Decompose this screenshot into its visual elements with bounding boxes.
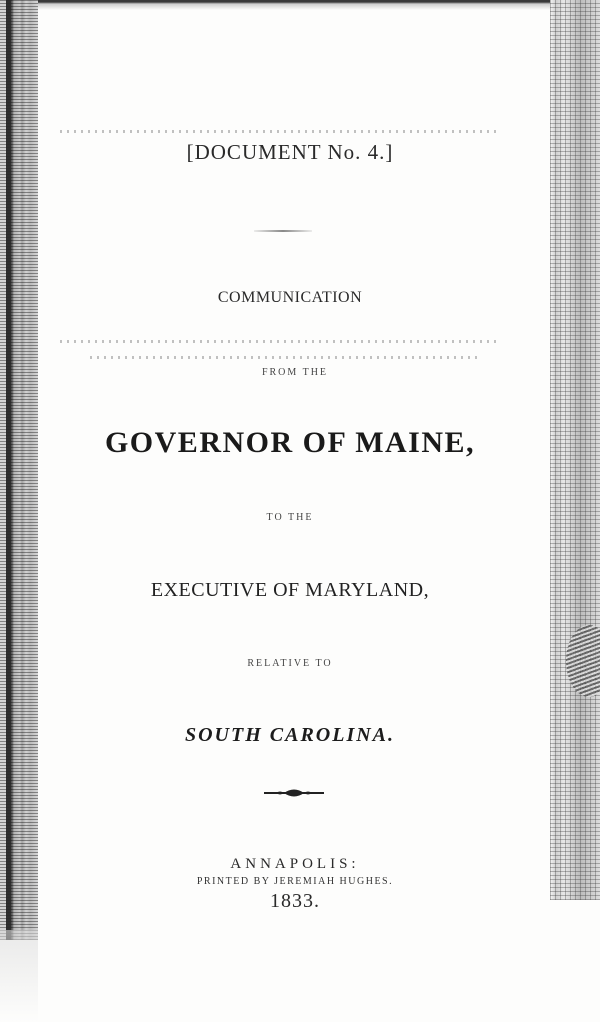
left-binding-fade [0, 930, 38, 1022]
sender-title: GOVERNOR OF MAINE, [104, 426, 476, 459]
short-rule [254, 230, 312, 232]
imprint-year: 1833. [270, 890, 320, 912]
relative-to-label: RELATIVE TO [247, 658, 333, 669]
document-number: [DOCUMENT No. 4.] [186, 140, 394, 164]
from-the-label: FROM THE [261, 367, 329, 378]
printers-ornament-icon [262, 786, 326, 800]
scan-speckle [90, 356, 480, 359]
scan-speckle [60, 340, 500, 343]
to-the-label: TO THE [266, 512, 314, 523]
subject-title: SOUTH CAROLINA. [184, 724, 396, 746]
recipient-title: EXECUTIVE OF MARYLAND, [150, 579, 430, 601]
scan-speckle [60, 130, 500, 133]
top-scan-edge [0, 0, 600, 10]
imprint-printer: PRINTED BY JEREMIAH HUGHES. [196, 876, 394, 887]
imprint-city: ANNAPOLIS: [230, 856, 360, 872]
document-heading: COMMUNICATION [217, 289, 363, 306]
